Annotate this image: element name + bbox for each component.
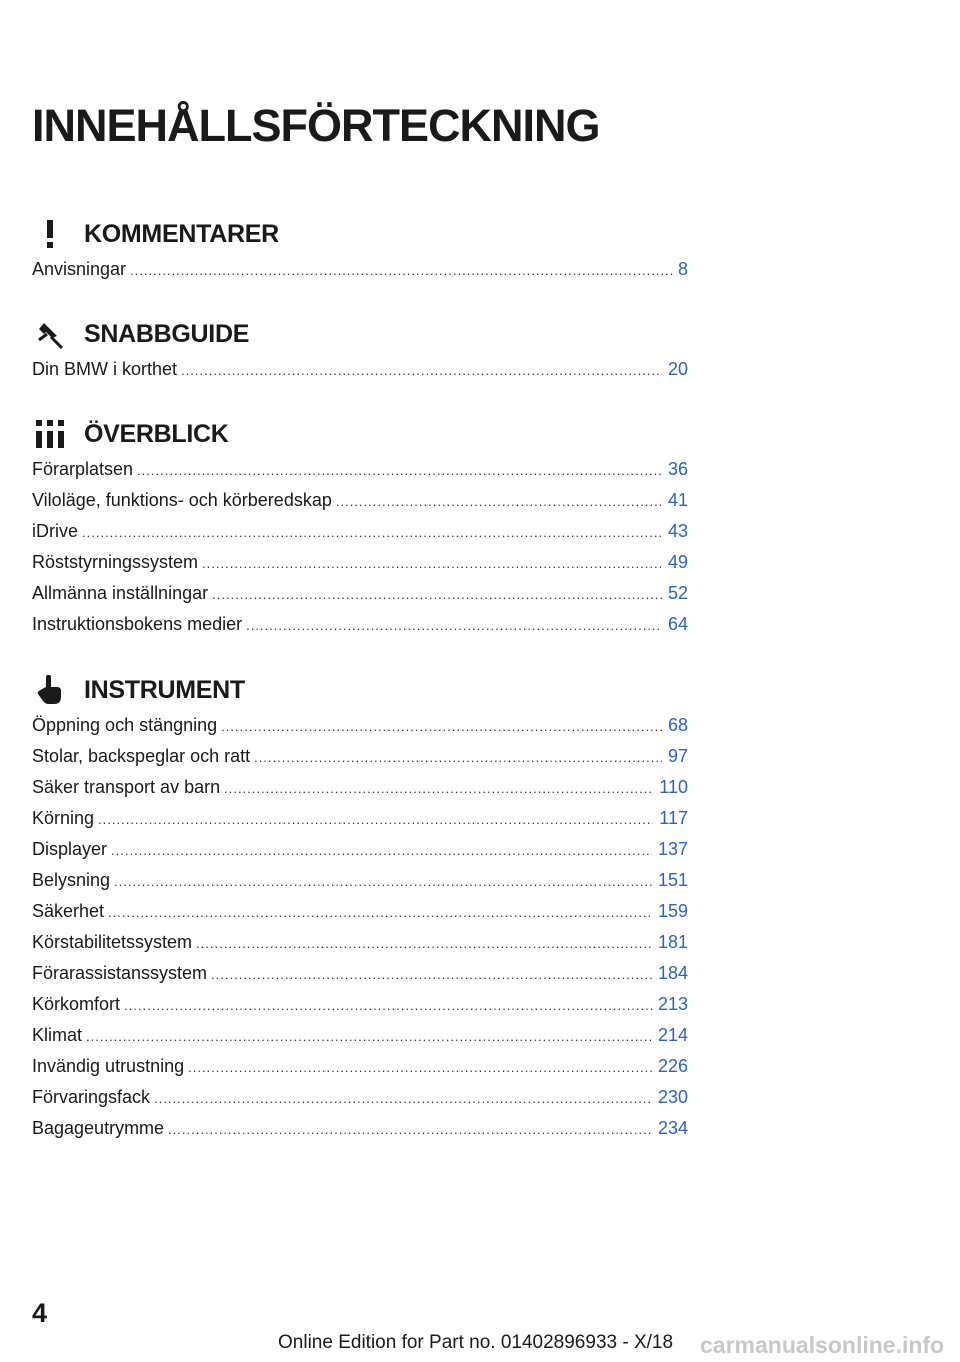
entry-label: Allmänna inställningar	[32, 583, 209, 603]
dot-leader	[154, 1083, 652, 1114]
dot-leader	[196, 928, 652, 959]
section-title: ÖVERBLICK	[84, 419, 229, 448]
dot-leader	[130, 255, 672, 286]
toc-entry[interactable]	[32, 1051, 688, 1082]
dot-leader	[108, 897, 652, 928]
toc-entry[interactable]	[32, 865, 688, 896]
dot-leader	[336, 486, 662, 517]
entry-label: Säker transport av barn	[32, 777, 221, 797]
section-title: INSTRUMENT	[84, 675, 245, 704]
section-header	[32, 414, 688, 454]
dot-leader	[111, 835, 652, 866]
entry-page-link[interactable]: 8	[677, 259, 688, 279]
entry-label: Förarassistanssystem	[32, 963, 208, 983]
entry-page-link[interactable]: 214	[657, 1025, 688, 1045]
section-header	[32, 314, 688, 354]
entry-label: Säkerhet	[32, 901, 105, 921]
entry-label: Stolar, backspeglar och ratt	[32, 746, 251, 766]
entry-page-link[interactable]: 41	[667, 490, 688, 510]
entry-label: Invändig utrustning	[32, 1056, 185, 1076]
entry-page-link[interactable]: 110	[659, 777, 688, 797]
entry-label: Öppning och stängning	[32, 715, 218, 735]
entry-label: Förvaringsfack	[32, 1087, 151, 1107]
dot-leader	[246, 610, 662, 641]
toc-entry[interactable]	[32, 958, 688, 989]
dot-leader	[224, 773, 653, 804]
entry-label: Bagageutrymme	[32, 1118, 165, 1138]
entry-label: Röststyrningssystem	[32, 552, 199, 572]
section-title: SNABBGUIDE	[84, 319, 250, 348]
entry-page-link[interactable]: 64	[667, 614, 688, 634]
entry-page-link[interactable]: 117	[659, 808, 688, 828]
toc-entry[interactable]	[32, 741, 688, 772]
entry-page-link[interactable]: 213	[657, 994, 688, 1014]
toc-entry[interactable]	[32, 485, 688, 516]
section-header	[32, 670, 688, 710]
toc-entry[interactable]	[32, 772, 688, 803]
dot-leader	[114, 866, 652, 897]
dot-leader	[212, 579, 662, 610]
dot-leader	[137, 455, 662, 486]
entry-page-link[interactable]: 234	[657, 1118, 688, 1138]
toc-entry[interactable]	[32, 578, 688, 609]
toc-entry[interactable]	[32, 516, 688, 547]
entry-label: Förarplatsen	[32, 459, 134, 479]
toc-entry[interactable]	[32, 927, 688, 958]
dot-leader	[188, 1052, 652, 1083]
section-title: KOMMENTARER	[84, 219, 279, 248]
entry-page-link[interactable]: 97	[667, 746, 688, 766]
entry-page-link[interactable]: 181	[657, 932, 688, 952]
entry-label: iDrive	[32, 521, 79, 541]
grid-icon	[34, 418, 66, 450]
entry-page-link[interactable]: 226	[657, 1056, 688, 1076]
dot-leader	[124, 990, 652, 1021]
entry-page-link[interactable]: 43	[667, 521, 688, 541]
entry-page-link[interactable]: 68	[667, 715, 688, 735]
exclamation-icon	[34, 218, 66, 250]
dot-leader	[181, 355, 662, 386]
dot-leader	[82, 517, 662, 548]
entry-label: Viloläge, funktions- och körberedskap	[32, 490, 332, 510]
toc-entry[interactable]	[32, 1082, 688, 1113]
toc-entry[interactable]	[32, 1020, 688, 1051]
toc-entry[interactable]	[32, 454, 688, 485]
section-kommentarer	[32, 214, 688, 285]
entry-label: Displayer	[32, 839, 108, 859]
entry-page-link[interactable]: 137	[657, 839, 688, 859]
entry-label: Belysning	[32, 870, 111, 890]
footer-edition: Online Edition for Part no. 01402896933 - X/18	[278, 1332, 674, 1353]
section-instrument	[32, 670, 688, 1144]
entry-label: Körkomfort	[32, 994, 121, 1014]
toc-entry[interactable]	[32, 989, 688, 1020]
entry-page-link[interactable]: 151	[657, 870, 688, 890]
pin-icon	[34, 318, 66, 350]
toc-entry[interactable]	[32, 254, 688, 285]
entry-page-link[interactable]: 184	[657, 963, 688, 983]
dot-leader	[168, 1114, 652, 1145]
entry-page-link[interactable]: 49	[667, 552, 688, 572]
dot-leader	[221, 711, 662, 742]
dot-leader	[254, 742, 662, 773]
entry-label: Anvisningar	[32, 259, 127, 279]
entry-label: Instruktionsbokens medier	[32, 614, 243, 634]
entry-page-link[interactable]: 159	[657, 901, 688, 921]
toc-entry[interactable]	[32, 834, 688, 865]
toc-entry[interactable]	[32, 354, 688, 385]
dot-leader	[98, 804, 653, 835]
watermark: carmanualsonline.info	[700, 1332, 945, 1358]
entry-label: Klimat	[32, 1025, 83, 1045]
toc-entry[interactable]	[32, 710, 688, 741]
toc-entry[interactable]	[32, 896, 688, 927]
section-overblick	[32, 414, 688, 640]
entry-label: Din BMW i korthet	[32, 359, 178, 379]
entry-page-link[interactable]: 52	[667, 583, 688, 603]
toc-entry[interactable]	[32, 547, 688, 578]
entry-page-link[interactable]: 20	[667, 359, 688, 379]
hand-pointer-icon	[34, 674, 66, 706]
section-header	[32, 214, 688, 254]
page-title: INNEHÅLLSFÖRTECKNING	[32, 100, 600, 151]
section-snabbguide	[32, 314, 688, 385]
page-number: 4	[32, 1298, 48, 1328]
entry-label: Körning	[32, 808, 95, 828]
dot-leader	[86, 1021, 652, 1052]
toc-entry[interactable]	[32, 1113, 688, 1144]
dot-leader	[202, 548, 662, 579]
entry-page-link[interactable]: 230	[657, 1087, 688, 1107]
entry-label: Körstabilitetssystem	[32, 932, 193, 952]
table-of-contents	[32, 214, 688, 1144]
toc-entry[interactable]	[32, 803, 688, 834]
entry-page-link[interactable]: 36	[667, 459, 688, 479]
dot-leader	[211, 959, 652, 990]
toc-entry[interactable]	[32, 609, 688, 640]
